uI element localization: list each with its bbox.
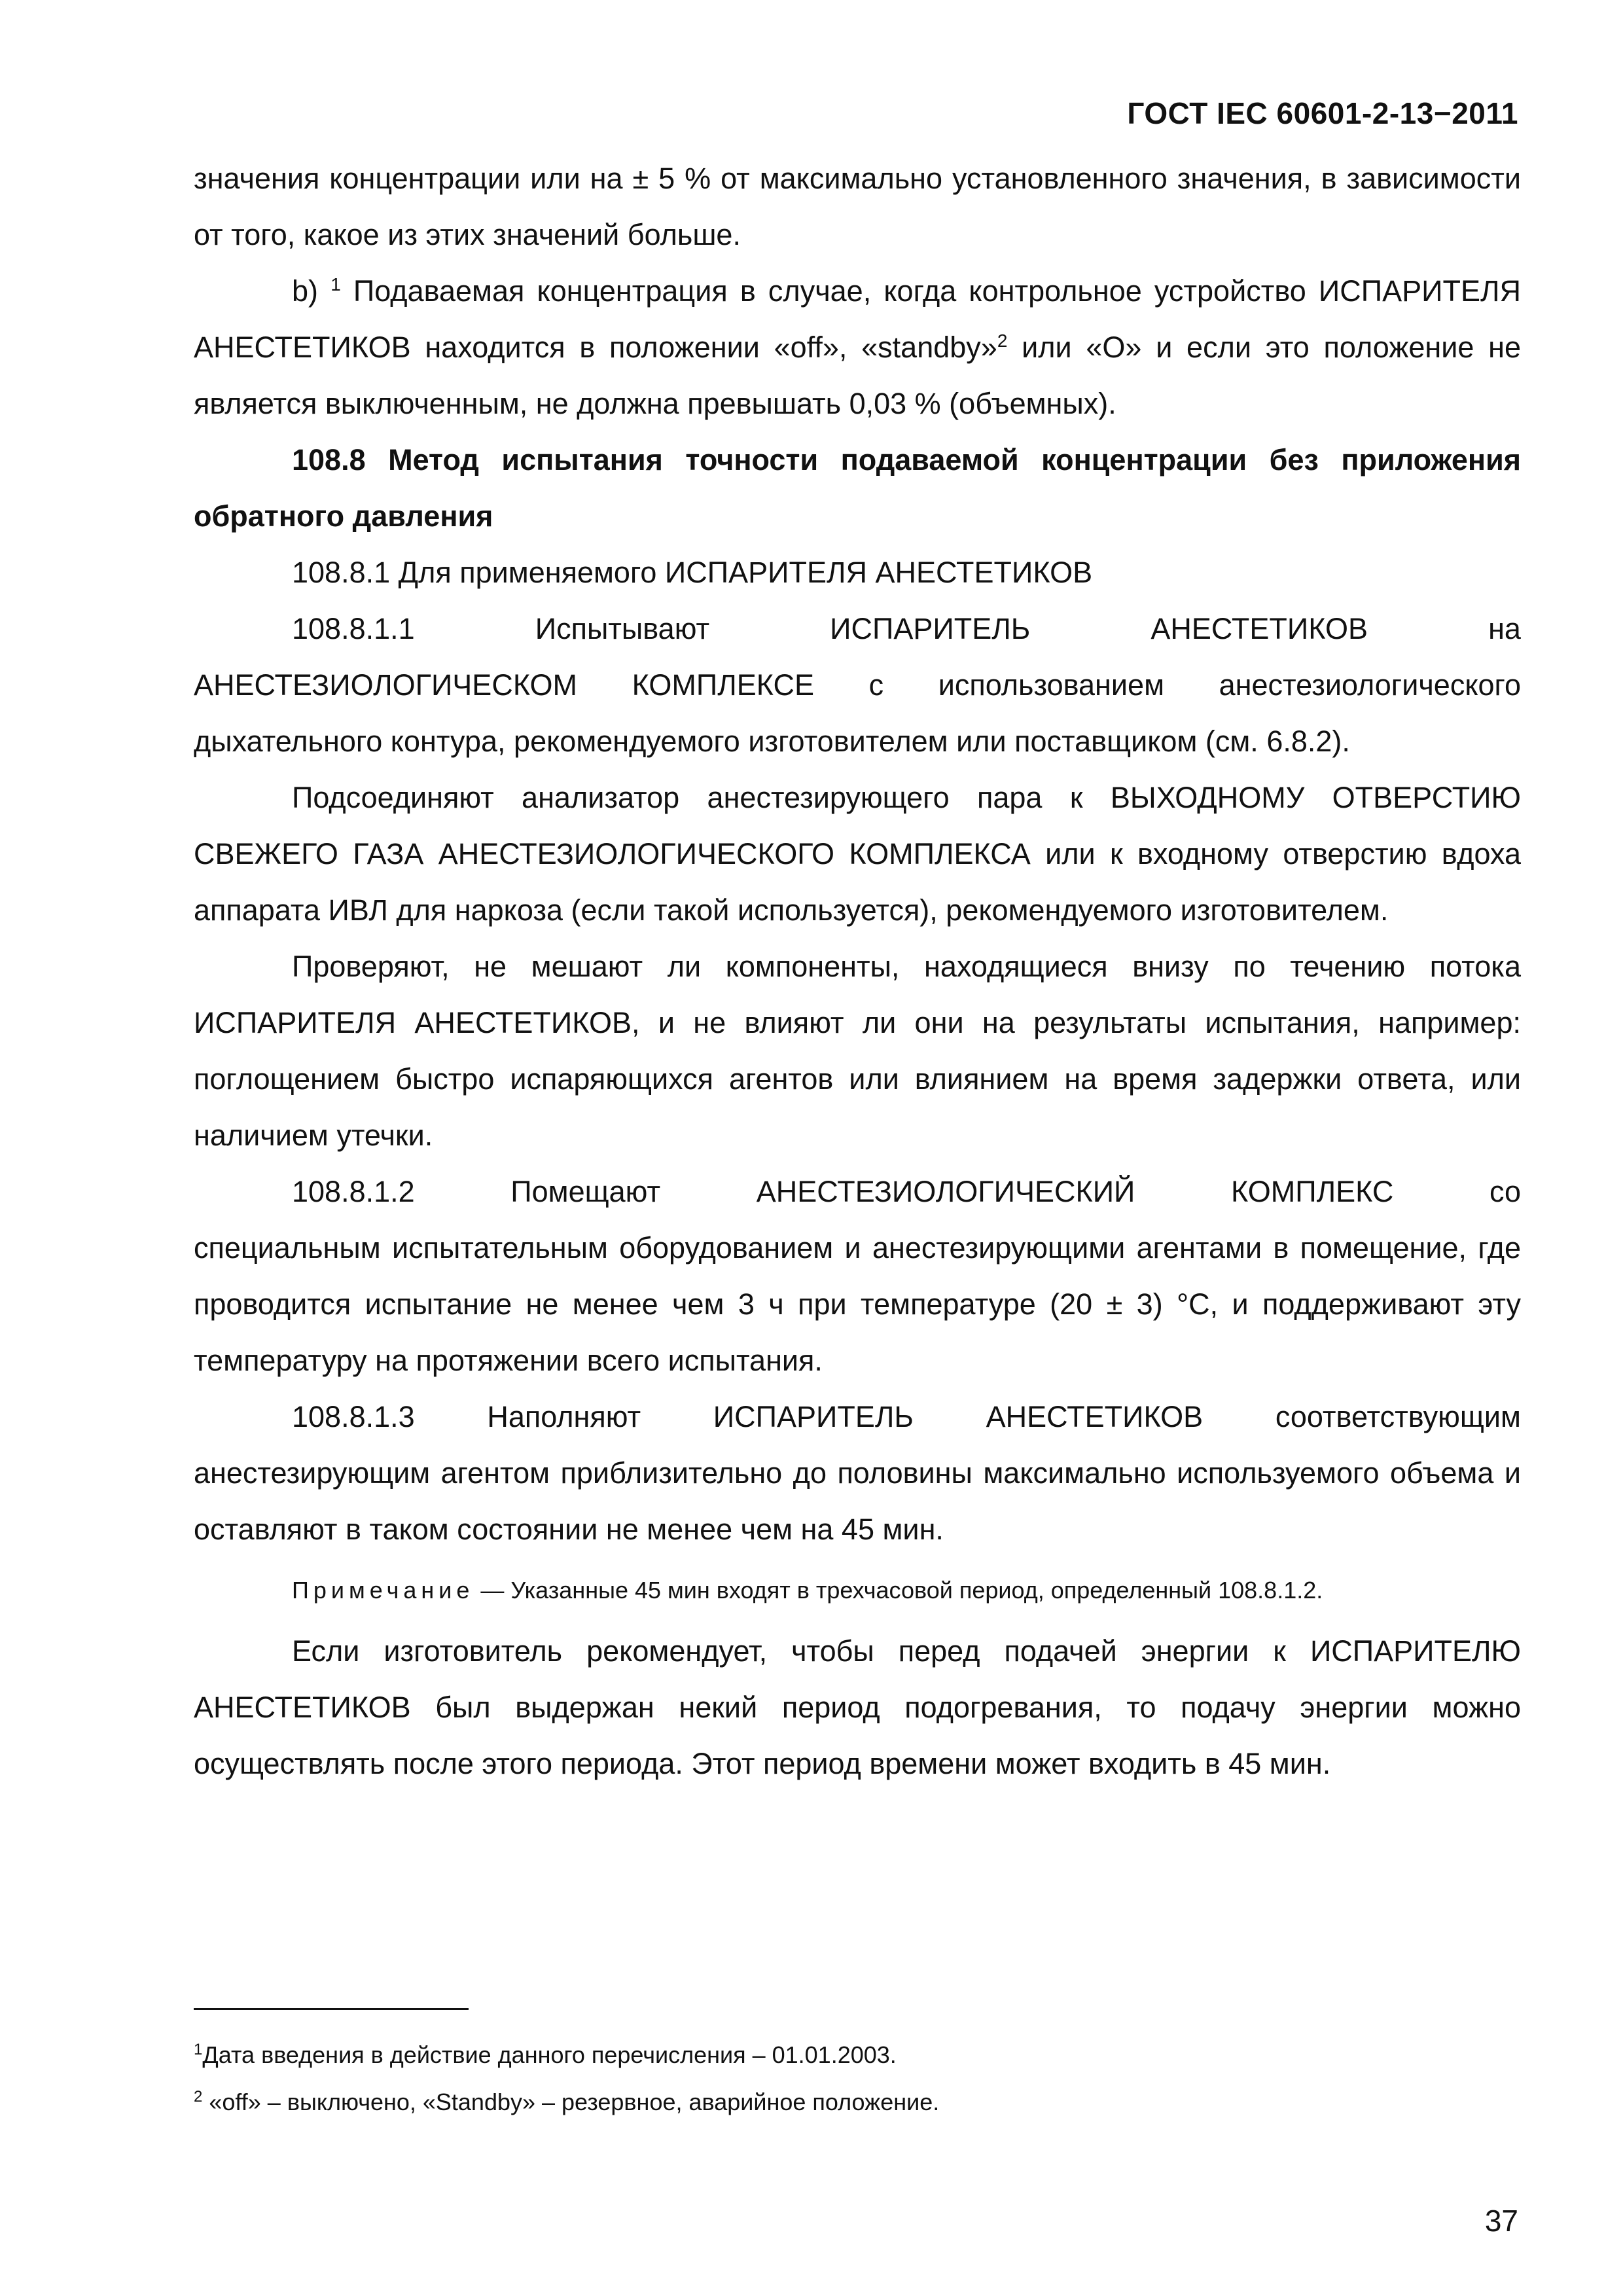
footnote-ref-2: 2 bbox=[997, 331, 1008, 351]
note-label: Примечание bbox=[292, 1577, 474, 1604]
line-word: ИСПАРИТЕЛЬ bbox=[830, 612, 1031, 645]
clause-108-8-1-3-first-line bbox=[194, 1389, 1521, 1445]
note bbox=[194, 1558, 1521, 1623]
item-b-text-2: или «О» и если это положение не является выключенным, не должна превышать 0,03 % (объемных). bbox=[194, 331, 1521, 420]
clause-number: 108.8.1.2 bbox=[292, 1175, 415, 1208]
footnote-text: Дата введения в действие данного перечисления – 01.01.2003. bbox=[202, 2041, 897, 2068]
footnote-1 bbox=[194, 2032, 1503, 2079]
body-text bbox=[194, 151, 1521, 1792]
clause-number: 108.8.1.1 bbox=[292, 612, 415, 645]
footnote-ref-1: 1 bbox=[330, 274, 341, 295]
line-word: АНЕСТЕТИКОВ bbox=[1150, 612, 1368, 645]
footnote-mark: 1 bbox=[194, 2041, 203, 2058]
line-word: ИСПАРИТЕЛЬ bbox=[713, 1400, 914, 1433]
line-word: АНЕСТЕЗИОЛОГИЧЕСКИЙ bbox=[756, 1175, 1135, 1208]
clause-108-8-1-2-text: специальным испытательным оборудованием и анестезирующими агентами в помещение, где проводится испытание не менее чем 3 ч при температуре (20 ± 3) °С, и поддерживают эту температуру на протяжении всего испытания. bbox=[194, 1231, 1521, 1377]
footnote-mark: 2 bbox=[194, 2088, 203, 2106]
paragraph-analyzer: Подсоединяют анализатор анестезирующего пара к ВЫХОДНОМУ ОТВЕРСТИЮ СВЕЖЕГО ГАЗА АНЕСТЕЗИОЛОГИЧЕСКОГО КОМПЛЕКСА или к входному отверстию вдоха аппарата ИВЛ для наркоза (если такой используется), рекомендуемого изготовителем. bbox=[194, 781, 1521, 927]
line-word: Наполняют bbox=[487, 1400, 641, 1433]
footnote-text: «off» – выключено, «Standby» – резервное, аварийное положение. bbox=[209, 2089, 940, 2115]
line-word: соответствующим bbox=[1275, 1400, 1521, 1433]
page-header-standard-number: ГОСТ IEC 60601-2-13−2011 bbox=[1127, 96, 1518, 130]
section-heading: 108.8 Метод испытания точности подаваемой концентрации без приложения обратного давления bbox=[194, 443, 1521, 533]
line-word: АНЕСТЕТИКОВ bbox=[986, 1400, 1204, 1433]
item-b-text-1: Подаваемая концентрация в случае, когда контрольное устройство ИСПАРИТЕЛЯ АНЕСТЕТИКОВ находится в положении «off», «standby» bbox=[194, 274, 1522, 364]
clause-108-8-1-2-first-line bbox=[194, 1164, 1521, 1220]
line-word: Испытывают bbox=[535, 612, 710, 645]
subsection-title: 108.8.1 Для применяемого ИСПАРИТЕЛЯ АНЕСТЕТИКОВ bbox=[292, 556, 1093, 589]
footnote-2 bbox=[194, 2079, 1503, 2126]
line-word: на bbox=[1488, 612, 1521, 645]
paragraph-item-b bbox=[194, 263, 1521, 432]
footnote-separator bbox=[194, 2008, 469, 2010]
clause-number: 108.8.1.3 bbox=[292, 1400, 415, 1433]
line-word: КОМПЛЕКС bbox=[1231, 1175, 1394, 1208]
footnotes bbox=[194, 2032, 1503, 2126]
line-word: Помещают bbox=[510, 1175, 661, 1208]
clause-108-8-1-1-text: АНЕСТЕЗИОЛОГИЧЕСКОМ КОМПЛЕКСЕ с использованием анестезиологического дыхательного контура, рекомендуемого изготовителем или поставщиком (см. 6.8.2). bbox=[194, 668, 1521, 758]
paragraph-check: Проверяют, не мешают ли компоненты, находящиеся внизу по течению потока ИСПАРИТЕЛЯ АНЕСТЕТИКОВ, и не влияют ли они на результаты испытания, например: поглощением быстро испаряющихся агентов или влиянием на время задержки ответа, или наличием утечки. bbox=[194, 950, 1521, 1152]
paragraph-continuation: значения концентрации или на ± 5 % от максимально установленного значения, в зависимости от того, какое из этих значений больше. bbox=[194, 162, 1521, 251]
page-number: 37 bbox=[1484, 2204, 1518, 2238]
clause-108-8-1-1-first-line bbox=[194, 601, 1521, 657]
paragraph-preheating: Если изготовитель рекомендует, чтобы перед подачей энергии к ИСПАРИТЕЛЮ АНЕСТЕТИКОВ был выдержан некий период подогревания, то подачу энергии можно осуществлять после этого периода. Этот период времени может входить в 45 мин. bbox=[194, 1634, 1521, 1780]
line-word: со bbox=[1489, 1175, 1521, 1208]
item-marker: b) bbox=[292, 274, 331, 308]
clause-108-8-1-3-text: анестезирующим агентом приблизительно до половины максимально используемого объема и оставляют в таком состоянии не менее чем на 45 мин. bbox=[194, 1456, 1521, 1546]
note-text: — Указанные 45 мин входят в трехчасовой период, определенный 108.8.1.2. bbox=[474, 1577, 1323, 1604]
